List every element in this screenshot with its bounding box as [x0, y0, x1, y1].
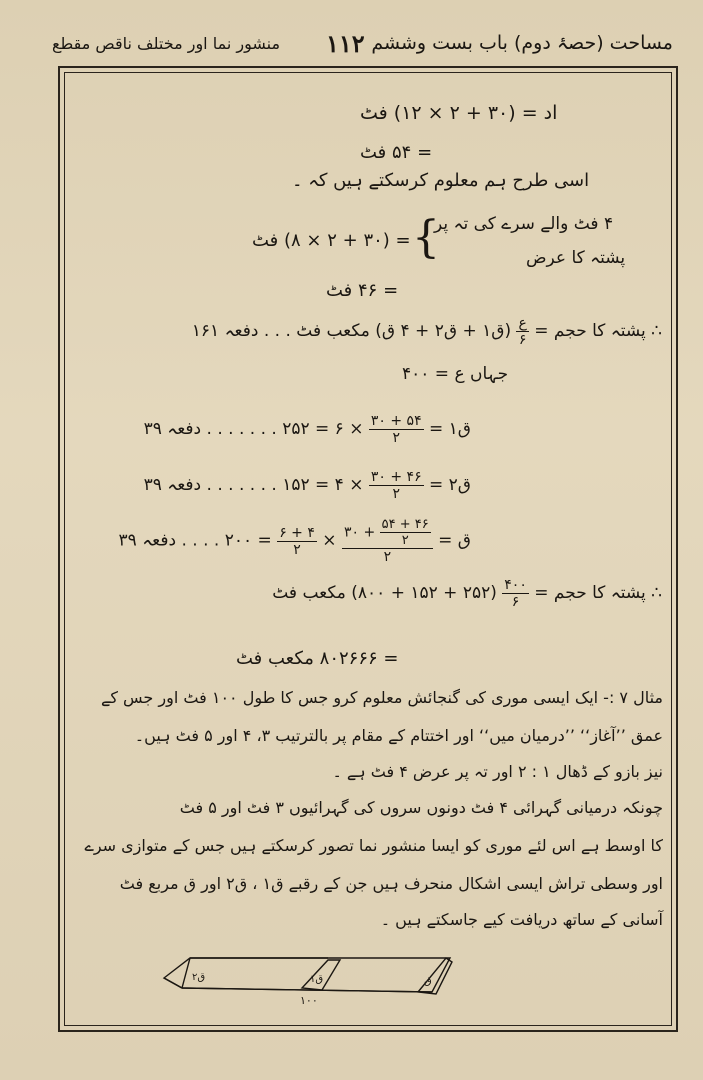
q1-line [66, 414, 471, 445]
q-num [342, 518, 433, 549]
calc-line-5: = ۴۶ فٹ [326, 280, 399, 301]
volume2-lhs: ∴ پشتہ کا حجم [553, 583, 662, 603]
calc-line-1: اد = (۳۰ + ۲ × ۱۲) فٹ [360, 102, 558, 124]
volume-lhs: ∴ پشتہ کا حجم [553, 321, 662, 341]
volume-rhs: (ق۱ + ق۲ + ۴ ق) مکعب فٹ . . . دفعہ ۱۶۱ [191, 321, 512, 341]
q1-fraction [369, 414, 424, 445]
example-line-6: اور وسطی تراش ایسی اشکال منحرف ہیں جن کے رقبے ق۱ ، ق۲ اور ق مربع فٹ [119, 874, 663, 893]
q2-den: ۲ [392, 486, 400, 502]
volume-eq: = [534, 321, 549, 341]
volume2-den: ۶ [511, 594, 520, 610]
calc-line-2: = ۵۴ فٹ [360, 142, 433, 163]
example-line-4: چونکہ درمیانی گہرائی ۴ فٹ دونوں سروں کی گہرائیوں ۳ فٹ اور ۵ فٹ [179, 798, 663, 817]
volume2-line [130, 578, 662, 609]
q1-rest: × ۶ = ۲۵۲ . . . . . . . دفعہ ۳۹ [143, 419, 364, 439]
q-line: ق = ۴۶ + ۵۴ ۲ + ۳۰ ۲ × ۴ + ۶ ۲ = ۲۰۰ . . . . دفعہ ۳۹ [118, 517, 471, 565]
header-section-title: منشور نما اور مختلف ناقص مقطع [52, 34, 281, 53]
volume3-line: = ۸۰۲۶۶۶ مکعب فٹ [236, 648, 399, 669]
header-page-number: ۱۱۲ [326, 29, 365, 58]
volume-frac-num: ع [518, 315, 527, 331]
q-num-b: + ۳۰ [343, 524, 376, 541]
volume-fraction [516, 316, 528, 347]
volume2-num: ۴۰۰ [504, 577, 527, 593]
figure-label-left: ق۱ [310, 974, 324, 985]
volume2-rest: (۲۵۲ + ۱۵۲ + ۸۰۰) مکعب فٹ [272, 583, 497, 603]
q-mid-fraction [277, 526, 317, 557]
volume-formula [62, 316, 662, 347]
q2-fraction [369, 470, 424, 501]
q-fraction [342, 518, 433, 564]
volume2-eq: = [534, 583, 549, 603]
figure-label-mid: ق [424, 976, 432, 987]
example-line-1: مثال ۷ :- ایک ایسی موری کی گنجائش معلوم کرو جس کا طول ۱۰۰ فٹ اور جس کے [100, 688, 663, 707]
q2-lhs: ق۲ = [429, 475, 471, 495]
figure-label-length: ۱۰۰ [300, 994, 318, 1007]
q2-num: ۴۶ + ۳۰ [370, 469, 422, 485]
calc-line-3: اسی طرح ہم معلوم کرسکتے ہیں کہ ۔ [292, 170, 590, 191]
calc-brace: } [412, 212, 440, 263]
example-line-7: آسانی کے ساتھ دریافت کیے جاسکتے ہیں ۔ [380, 910, 663, 929]
q-lhs: ق = [438, 530, 471, 551]
q1-num: ۵۴ + ۳۰ [370, 413, 422, 429]
example-line-5: کا اوسط ہے اس لئے موری کو ایسا منشور نما تصور کرسکتے ہیں جس کے متوازی سرے [84, 836, 663, 855]
q-num-a: ۴۶ + ۵۴ [381, 517, 429, 532]
q-mid-den: ۲ [293, 541, 301, 558]
where-line: جہاں ع = ۴۰۰ [402, 364, 509, 384]
volume2-fraction [502, 578, 529, 609]
calc-line-4b: پشتہ کا عرض [526, 248, 626, 268]
drain-figure [150, 948, 460, 1008]
volume-frac-den: ۶ [518, 332, 527, 348]
q1-den: ۲ [392, 430, 400, 446]
q2-rest: × ۴ = ۱۵۲ . . . . . . . دفعہ ۳۹ [143, 475, 364, 495]
figure-label-right: ق۲ [192, 972, 206, 983]
calc-line-4a: ۴ فٹ والے سرے کی تہ پر [434, 214, 614, 234]
calc-line-4c: = (۳۰ + ۲ × ۸) فٹ [252, 230, 411, 251]
example-line-3: نیز بازو کے ڈھال ۱ : ۲ اور تہ پر عرض ۴ فٹ ہے ۔ [332, 762, 663, 781]
q-mid-num: ۴ + ۶ [279, 524, 315, 541]
q-den: ۲ [383, 549, 392, 565]
q2-line [66, 470, 471, 501]
q1-lhs: ق۱ = [429, 419, 471, 439]
example-line-2: عمق ’’آغاز‘‘ ’’درمیان میں‘‘ اور اختتام کے مقام پر بالترتیب ۳، ۴ اور ۵ فٹ ہیں۔ [134, 726, 663, 745]
q-rest: = ۲۰۰ . . . . دفعہ ۳۹ [118, 530, 272, 551]
q-num-a-den: ۲ [401, 533, 409, 548]
header-chapter-title: مساحت (حصۂ دوم) باب بست وششم [371, 32, 673, 54]
